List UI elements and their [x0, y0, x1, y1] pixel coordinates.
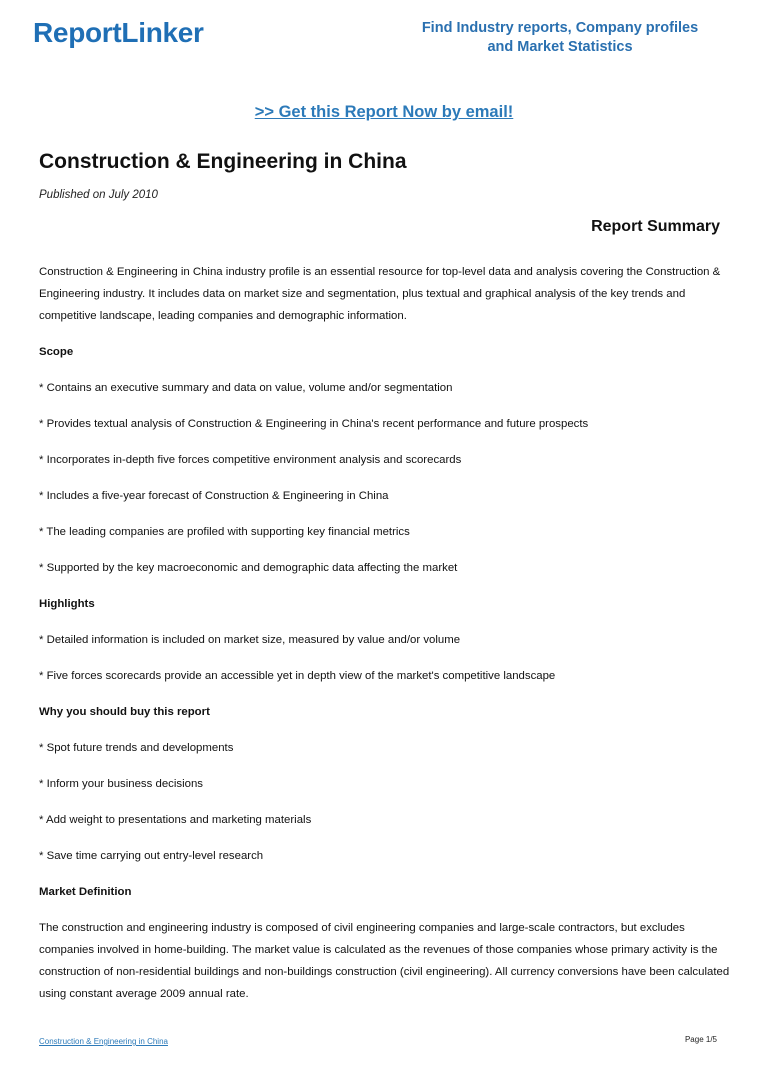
reportlinker-logo[interactable]: ReportLinker	[33, 17, 204, 48]
list-item: * Save time carrying out entry-level research	[39, 850, 264, 862]
list-item: * Supported by the key macroeconomic and demographic data affecting the market	[39, 562, 458, 574]
list-item: * Includes a five-year forecast of Construction & Engineering in China	[39, 490, 389, 502]
list-item: * The leading companies are profiled with supporting key financial metrics	[39, 526, 410, 538]
why-buy-heading: Why you should buy this report	[39, 706, 210, 718]
list-item: * Contains an executive summary and data on value, volume and/or segmentation	[39, 382, 453, 394]
tagline-line-1: Find Industry reports, Company profiles	[421, 20, 699, 36]
list-item: * Inform your business decisions	[39, 778, 203, 790]
market-definition-text: The construction and engineering industry is composed of civil engineering companies and large-scale contractors, but excludes companies involved in home-building. The market value is calculated as the revenues of those companies whose primary activity is the construction of non-residential buildings and non-buildings construction (civil engineering). All currency conversions have been calculated using constant average 2009 annual rate.	[39, 922, 730, 1000]
get-report-link[interactable]: >> Get this Report Now by email!	[254, 103, 514, 121]
cta-container	[0, 103, 768, 122]
tagline-line-2: and Market Statistics	[487, 39, 633, 55]
highlights-heading: Highlights	[39, 598, 95, 610]
list-item: * Five forces scorecards provide an accessible yet in depth view of the market's competitive landscape	[39, 670, 556, 682]
intro-paragraph: Construction & Engineering in China industry profile is an essential resource for top-level data and analysis covering the Construction & Engineering industry. It includes data on market size and segmentation, plus textual and graphical analysis of the key trends and competitive landscape, leading companies and demographic information.	[39, 266, 721, 322]
list-item: * Provides textual analysis of Construction & Engineering in China's recent performance and future prospects	[39, 418, 589, 430]
header-tagline	[400, 19, 720, 57]
report-body	[39, 261, 734, 1005]
list-item: * Incorporates in-depth five forces competitive environment analysis and scorecards	[39, 454, 462, 466]
list-item: * Spot future trends and developments	[39, 742, 234, 754]
scope-heading: Scope	[39, 346, 74, 358]
market-definition-heading: Market Definition	[39, 886, 132, 898]
report-summary-heading: Report Summary	[591, 218, 720, 235]
list-item: * Add weight to presentations and marketing materials	[39, 814, 312, 826]
list-item: * Detailed information is included on market size, measured by value and/or volume	[39, 634, 461, 646]
page-title: Construction & Engineering in China	[39, 150, 407, 173]
page-number: Page 1/5	[684, 1035, 717, 1044]
footer-report-link[interactable]: Construction & Engineering in China	[39, 1037, 168, 1046]
published-date: Published on July 2010	[39, 189, 158, 201]
